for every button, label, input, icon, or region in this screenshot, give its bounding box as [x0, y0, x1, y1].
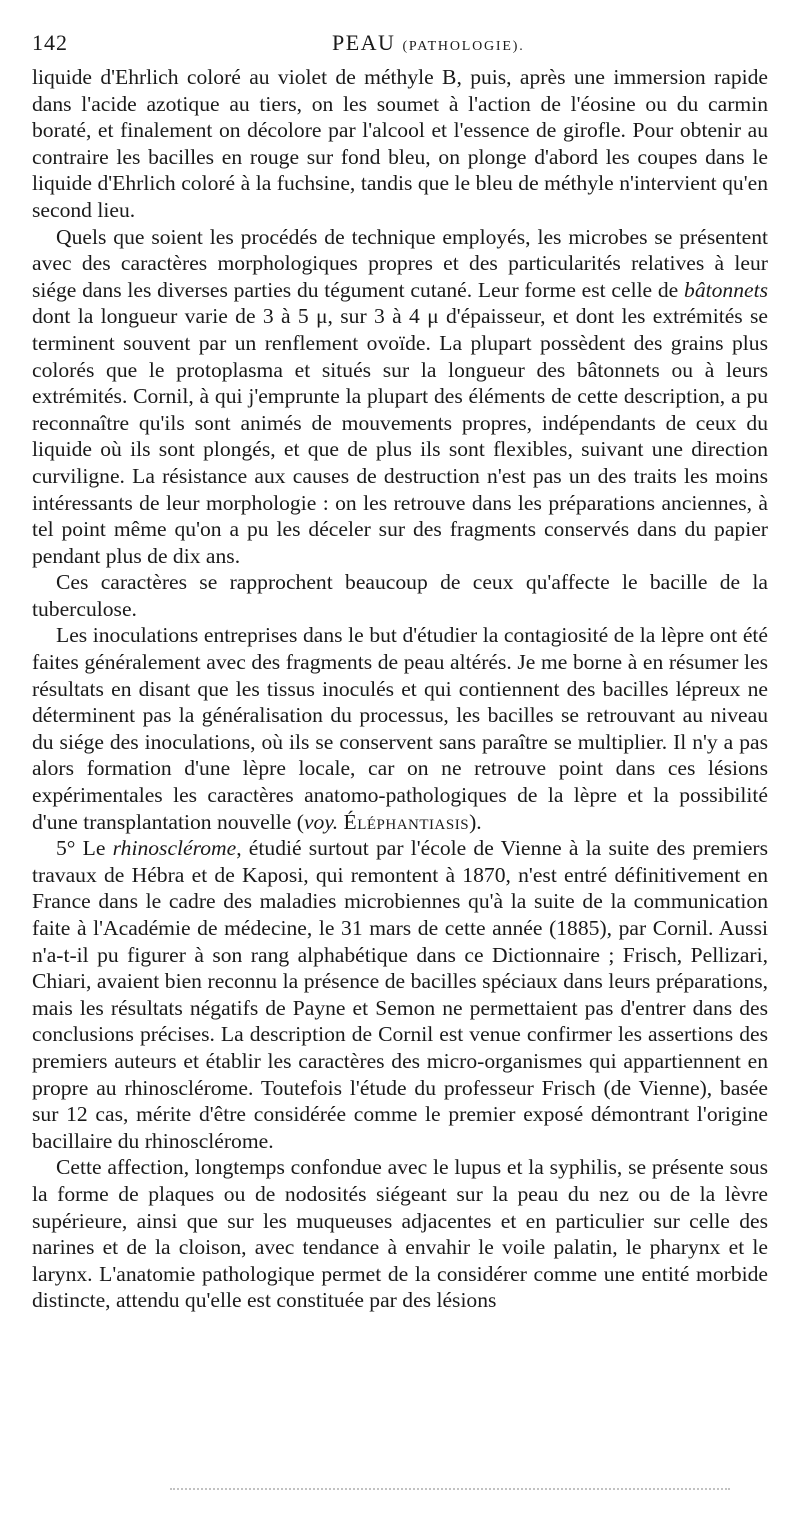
- text-run: Quels que soient les procédés de technique employés, les microbes se présentent avec des caractères morphologiques propres et des particularités relatives à leur siége dans les diverses parties du tégument cutané. Leur forme est celle de: [32, 224, 768, 302]
- bottom-scan-marks: [170, 1488, 730, 1494]
- paragraph-morphology: [32, 224, 768, 570]
- paragraph-affection-description: Cette affection, longtemps confondue avec le lupus et la syphilis, se présente sous la forme de plaques ou de nodosités siégeant sur la peau du nez ou de la lèvre supérieure, ainsi que sur les muqueuses adjacentes et en particulier sur celle des narines et de la cloison, avec tendance à envahir le voile palatin, le pharynx et le larynx. L'anatomie pathologique permet de la considérer comme une entité morbide distincte, attendu qu'elle est constituée par des lésions: [32, 1155, 768, 1313]
- italic-term-batonnets: bâtonnets: [684, 277, 768, 302]
- paragraph-tuberculosis-comparison: Ces caractères se rapprochent beaucoup de ceux qu'affecte le bacille de la tuberculose.: [32, 570, 768, 621]
- text-run: 5° Le: [56, 836, 113, 861]
- paragraph-inoculations: [32, 622, 768, 835]
- text-run: ).: [469, 809, 482, 834]
- running-title: [332, 30, 525, 56]
- text-run: Les inoculations entreprises dans le but d'étudier la contagiosité de la lèpre ont été faites généralement avec des fragments de peau altérés. Je me borne à en résumer les résultats en disant que les tissus inoculés et qui contiennent des bacilles lépreux ne déterminent pas la généralisation du processus, les bacilles se retrouvant au niveau du siége des inoculations, où ils se conservent sans paraître se multiplier. Il n'y a pas alors formation d'une lèpre locale, car on ne retrouve point dans ces lésions expérimentales les caractères anatomo-pathologiques de la lèpre et la possibilité d'une transplantation nouvelle (: [32, 623, 768, 834]
- italic-term-rhinosclerome: rhinosclérome: [112, 836, 237, 861]
- text-run: , étudié surtout par l'école de Vienne à la suite des premiers travaux de Hébra et de Kaposi, qui remontent à 1870, n'est entré définitivement en France dans le cadre des maladies microbiennes qu'à la suite de la communication faite à l'Académie de médecine, le 31 mars de cette année (1885), par Cornil. Aussi n'a-t-il pu figurer à son rang alphabétique dans ce Dictionnaire ; Frisch, Pellizari, Chiari, avaient bien reconnu la présence de bacilles spéciaux dans leurs préparations, mais les résultats négatifs de Payne et Semon ne permettaient pas d'entrer dans des conclusions précises. La description de Cornil est venue confirmer les assertions des premiers auteurs et établir les caractères des micro-organismes qui appartiennent en propre au rhinosclérome. Toutefois l'étude du professeur Frisch (de Vienne), basée sur 12 cas, mérite d'être considérée comme le premier exposé démontrant l'origine bacillaire du rhinosclérome.: [32, 836, 768, 1153]
- text-run: dont la longueur varie de 3 à 5 μ, sur 3 à 4 μ d'épaisseur, et dont les extrémités se terminent souvent par un renflement ovoïde. La plupart possèdent des grains plus colorés que le protoplasma et situés sur la longueur des bâtonnets ou à leurs extrémités. Cornil, à qui j'emprunte la plupart des éléments de cette description, a pu reconnaître qu'ils sont animés de mouvements propres, indépendants de ceux du liquide où ils sont plongés, et que de plus ils sont flexibles, suivant une direction curviligne. La résistance aux causes de destruction n'est pas un des traits les moins intéressants de leur morphologie : on les retrouve dans les préparations anciennes, à tel point même qu'on a pu les déceler sur des fragments conservés dans du papier pendant plus de dix ans.: [32, 304, 768, 568]
- cross-reference-elephantiasis: Éléphantiasis: [343, 809, 470, 834]
- paragraph-rhinoscleroma: [32, 835, 768, 1154]
- italic-voy: voy.: [303, 809, 339, 834]
- paragraph-staining-continued: liquide d'Ehrlich coloré au violet de méthyle B, puis, après une immersion rapide dans l'acide azotique au tiers, on les soumet à l'action de l'éosine ou du carmin boraté, et finalement on décolore par l'alcool et l'essence de girofle. Pour obtenir au contraire les bacilles en rouge sur fond bleu, on plonge d'abord les coupes dans le liquide d'Ehrlich coloré à la fuchsine, tandis que le bleu de méthyle n'intervient qu'en second lieu.: [32, 65, 768, 222]
- running-title-main: PEAU: [332, 30, 396, 55]
- running-title-section: (PATHOLOGIE).: [402, 39, 525, 54]
- article-body: [32, 64, 768, 1314]
- page-number: 142: [32, 30, 68, 55]
- running-header: [32, 30, 768, 58]
